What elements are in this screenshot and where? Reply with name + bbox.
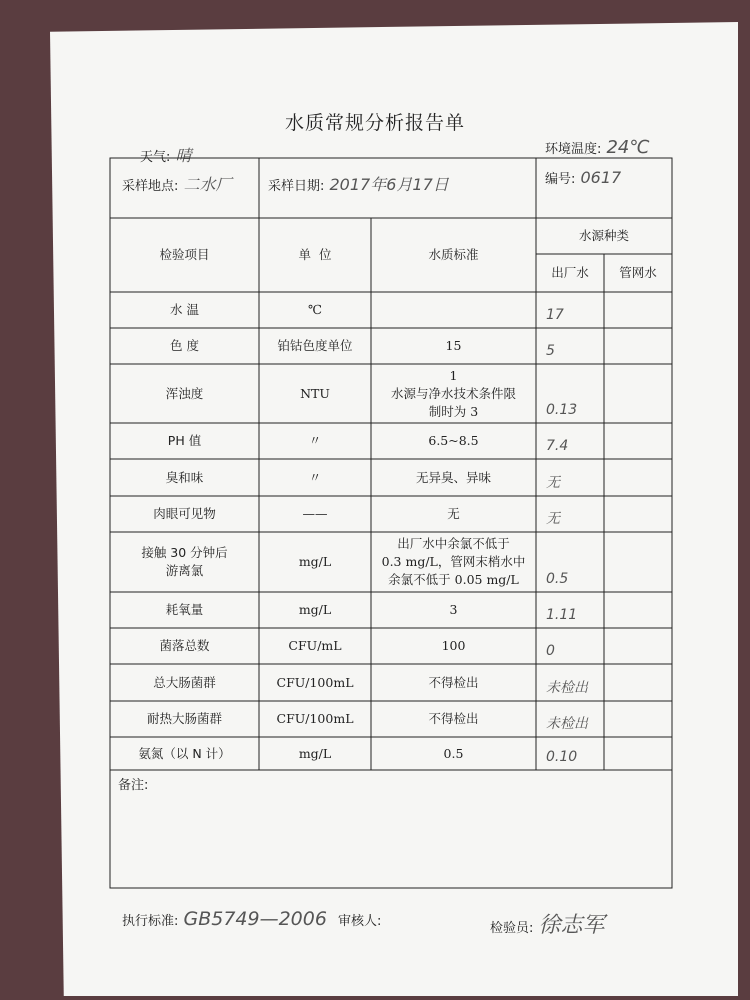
row-outlet-value: 0.5	[546, 571, 569, 587]
row-standard	[371, 292, 536, 328]
row-item-name: 肉眼可见物	[153, 506, 216, 521]
row-item-name: 氨氮（以 N 计）	[138, 745, 231, 761]
site-label: 采样地点:	[122, 179, 179, 194]
row-standard	[371, 423, 536, 459]
row-unit: mg/L	[298, 745, 332, 761]
number-field	[545, 168, 621, 187]
row-unit: mg/L	[298, 554, 332, 569]
row-standard-line: 6.5~8.5	[428, 433, 479, 448]
row-standard-line: 无	[447, 506, 460, 521]
row-standard	[371, 328, 536, 364]
header-outlet-water: 出厂水	[551, 265, 589, 280]
row-item-name: 接触 30 分钟后 游离氯	[141, 545, 228, 578]
row-item-name: 浑浊度	[165, 385, 204, 401]
row-outlet-value: 无	[546, 511, 560, 527]
row-outlet-value: 17	[546, 307, 564, 323]
row-outlet-value: 0.10	[546, 749, 578, 765]
header-source-type: 水源种类	[578, 228, 629, 243]
row-pipe-value	[604, 664, 672, 701]
row-standard-line: 0.5	[443, 745, 464, 761]
row-item-name: 臭和味	[165, 469, 204, 485]
inspector-value: 徐志军	[538, 913, 605, 938]
row-standard-line: 15	[445, 338, 462, 353]
row-unit: ℃	[308, 302, 322, 317]
row-outlet-value: 0.13	[546, 402, 578, 418]
row-outlet-value: 5	[546, 343, 555, 359]
row-standard-line: 余氯不低于 0.05 mg/L	[388, 572, 519, 587]
row-standard-line: 出厂水中余氯不低于	[397, 536, 510, 551]
row-standard	[371, 628, 536, 664]
row-outlet-value: 未检出	[546, 716, 588, 732]
standard-value: GB5749—2006	[183, 908, 327, 930]
date-value: 2017年6月17日	[329, 175, 449, 194]
row-standard-line: 100	[441, 638, 466, 653]
row-pipe-value	[604, 328, 672, 364]
site-value: 二水厂	[183, 175, 232, 194]
header-unit: 单 位	[298, 247, 332, 262]
row-standard	[371, 364, 536, 423]
row-pipe-value	[604, 592, 672, 628]
row-pipe-value	[604, 496, 672, 532]
row-unit: 〃	[308, 469, 322, 485]
header-item: 检验项目	[159, 247, 210, 262]
date-field	[268, 172, 449, 195]
row-standard	[371, 664, 536, 701]
row-outlet-value: 0	[546, 643, 555, 659]
row-standard-line: 不得检出	[428, 711, 479, 726]
inspector-field	[490, 908, 605, 939]
row-standard-line: 制时为 3	[428, 403, 479, 419]
row-standard-line: 1	[449, 367, 458, 383]
row-item-name: 水 温	[170, 302, 199, 317]
site-field	[122, 172, 232, 195]
row-item-name: 耐热大肠菌群	[146, 711, 222, 726]
row-unit: CFU/100mL	[276, 674, 354, 690]
reviewer-label: 审核人:	[338, 914, 382, 929]
row-standard-line: 不得检出	[428, 674, 479, 690]
row-standard-line: 水源与净水技术条件限	[390, 385, 516, 401]
row-item-name: 色 度	[170, 338, 199, 353]
number-label: 编号:	[545, 172, 576, 187]
row-pipe-value	[604, 423, 672, 459]
number-value: 0617	[580, 168, 622, 187]
row-pipe-value	[604, 737, 672, 770]
header-standard: 水质标准	[428, 247, 479, 262]
report-title: 水质常规分析报告单	[284, 112, 465, 134]
weather-value: 晴	[175, 146, 192, 165]
row-outlet-value: 无	[546, 475, 560, 491]
row-standard-line: 无异臭、异味	[415, 469, 491, 485]
row-unit: CFU/100mL	[276, 711, 354, 726]
row-outlet-value: 未检出	[546, 680, 588, 696]
row-standard	[371, 701, 536, 737]
date-label: 采样日期:	[268, 179, 325, 194]
inspector-label: 检验员:	[490, 921, 534, 936]
row-outlet-value: 7.4	[546, 438, 569, 454]
row-pipe-value	[604, 701, 672, 737]
row-unit: mg/L	[298, 602, 332, 617]
temperature-label: 环境温度:	[545, 142, 602, 157]
row-item-name: 菌落总数	[159, 638, 210, 653]
row-item-name: 总大肠菌群	[153, 674, 216, 690]
row-standard	[371, 459, 536, 496]
standard-label: 执行标准:	[122, 914, 179, 929]
row-unit: CFU/mL	[288, 638, 342, 653]
row-pipe-value	[604, 532, 672, 592]
temperature-value: 24℃	[606, 137, 650, 158]
row-standard	[371, 592, 536, 628]
row-pipe-value	[604, 459, 672, 496]
remarks-label: 备注:	[118, 778, 149, 793]
standard-field	[122, 908, 381, 930]
row-pipe-value	[604, 364, 672, 423]
row-pipe-value	[604, 292, 672, 328]
row-pipe-value	[604, 628, 672, 664]
row-standard	[371, 532, 536, 592]
row-outlet-value: 1.11	[546, 607, 578, 623]
row-standard-line: 0.3 mg/L，管网末梢水中	[381, 554, 526, 569]
row-unit: 铂钴色度单位	[277, 338, 353, 353]
weather-label: 天气:	[140, 150, 171, 165]
row-item-name: PH 值	[167, 433, 202, 448]
row-unit: ——	[302, 506, 328, 521]
row-standard	[371, 737, 536, 770]
row-unit: NTU	[300, 385, 330, 401]
row-unit: 〃	[308, 433, 322, 448]
row-item-name: 耗氧量	[165, 602, 204, 617]
header-pipe-water: 管网水	[619, 265, 657, 280]
row-standard	[371, 496, 536, 532]
row-standard-line: 3	[449, 602, 458, 617]
